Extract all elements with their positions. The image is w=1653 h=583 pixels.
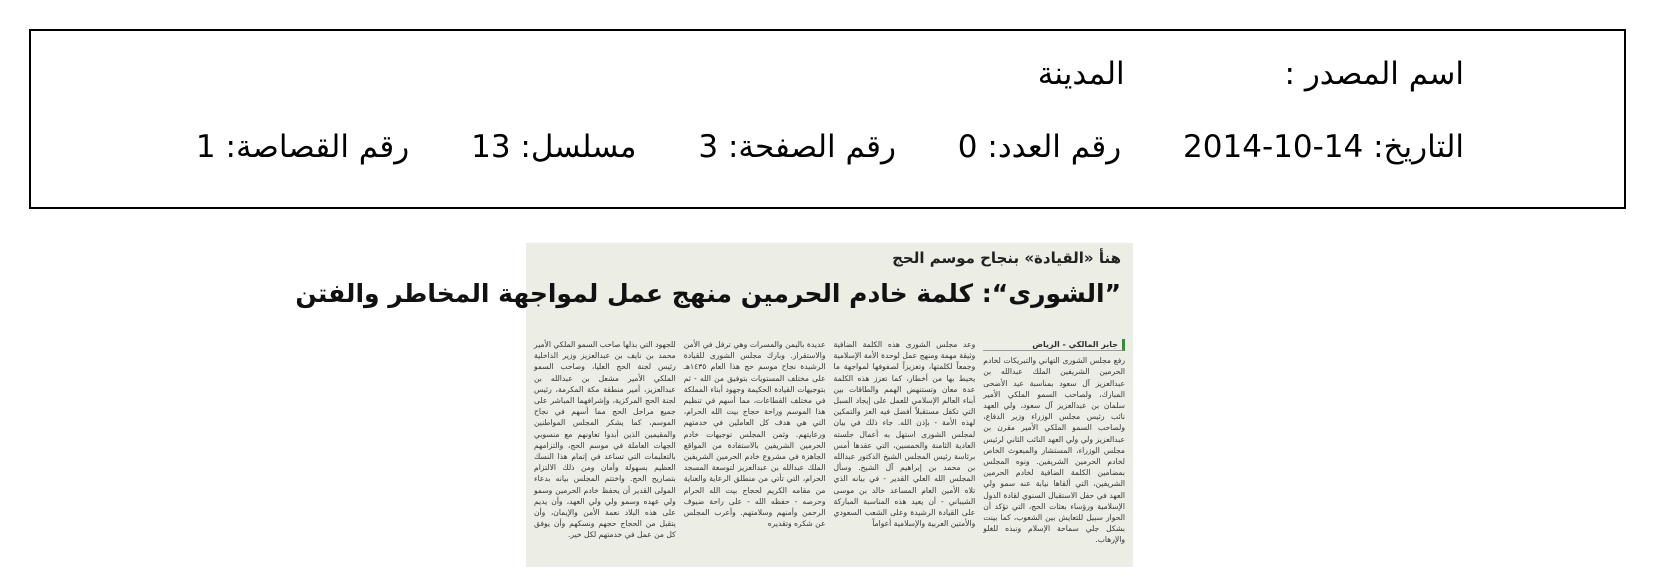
page-number-field: رقم الصفحة: 3 bbox=[698, 129, 896, 165]
article-column-4: للجهود التي بذلها صاحب السمو الملكي الأمير محمد بن نايف بن عبدالعزيز وزير الداخلية رئيس لجنة الحج العليا، وصاحب السمو الملكي الأمير مشعل بن عبدالله بن عبدالعزيز، أمير منطقة مكة المكرمة، رئيس لجنة الحج المركزية، وإشرافهما المباشر على جميع مراحل الحج مما أسهم في نجاح الموسم، كما يشكر المجلس المواطنين والمقيمين الذين أبدوا تعاونهم مع منسوبي الجهات العاملة في موسم الحج، والتزامهم بالتعليمات التي تساعد في إتمام هذا النسك العظيم بسهولة وأمان ومن ذلك الالتزام بتصاريح الحج. واختتم المجلس بيانه بدعاء المولى القدير أن يحفظ خادم الحرمين وسمو ولي عهده وسمو ولي ولي العهد، وأن يديم على هذه البلاد نعمة الأمن والإيمان، وأن يتقبل من الحجاج حجهم ونسكهم وأن يوفق كل من عمل في خدمتهم لكل خير. bbox=[534, 340, 676, 540]
article-column-1-text: رفع مجلس الشورى التهاني والتبريكات لخادم الحرمين الشريفين الملك عبدالله بن عبدالعزيز آل سعود بمناسبة عيد الأضحى المبارك، ولصاحب السمو الملكي الأمير سلمان بن عبدالعزيز آل سعود، ولي العهد نائب رئيس مجلس الوزراء وزير الدفاع، ولصاحب السمو الملكي الأمير مقرن بن عبدالعزيز ولي ولي العهد النائب الثاني لرئيس مجلس الوزراء، المستشار والمبعوث الخاص لخادم الحرمين الشريفين. ونوه المجلس بمضامين الكلمة الضافية لخادم الحرمين الشريفين، التي ألقاها نيابة عنه سمو ولي العهد في حفل الاستقبال السنوي لقادة الدول الإسلامية ورؤساء بعثات الحج، التي تؤكد أن الحوار سبيل للتعايش بين الشعوب، كما بينت بشكل جلي سماحة الإسلام ونبذه للغلو والإرهاب. bbox=[983, 356, 1125, 545]
article-column-2: وعد مجلس الشورى هذه الكلمة الضافية وثيقة مهمة ومنهج عمل لوحدة الأمة الإسلامية وجمعاً لكلمتها، وتعزيزاً لصفوفها لمواجهة ما يحيط بها من أخطار، كما تعزز هذه الكلمة عدة معان وتستنهض الهمم والطاقات بين أبناء العالم الإسلامي للعمل على إيجاد السبل التي تكفل مستقبلاً أفضل فيه العز والتمكين لهذه الأمة - بإذن الله. جاء ذلك في بيان لمجلس الشورى استهل به أعمال جلسته العادية الثامنة والخمسين، التي عقدها أمس برئاسة رئيس المجلس الشيخ الدكتور عبدالله بن محمد بن إبراهيم آل الشيخ. وسأل المجلس الله العلي القدير - في بيانه الذي تلاه الأمين العام المساعد خالد بن موسى الشيباني - أن يعيد هذه المناسبة المباركة على القيادة الرشيدة وعلى الشعب السعودي والأمتين العربية والإسلامية أعواماً bbox=[833, 340, 976, 529]
date-field: التاريخ: 14-10-2014 bbox=[1183, 129, 1464, 165]
article-byline: جابر المالكي - الرياض bbox=[983, 339, 1125, 351]
source-row bbox=[1038, 56, 1464, 92]
source-value: المدينة bbox=[1037, 56, 1125, 92]
source-label: اسم المصدر : bbox=[1284, 56, 1464, 92]
article-column-1 bbox=[983, 339, 1125, 561]
article-column-3: عديدة باليمن والمسرات وهي ترفل في الأمن والاستقرار. وبارك مجلس الشورى للقيادة الرشيدة نجاح موسم حج هذا العام ١٤٣٥هـ على مختلف المستويات بتوفيق من الله - ثم بتوجيهات القيادة الحكيمة وجهود أبناء المملكة في مختلف القطاعات، مما أسهم في تنظيم هذا الموسم وراحة حجاج بيت الله الحرام، التي هي هدف كل العاملين في خدمتهم ورعايتهم. وثمن المجلس توجيهات خادم الحرمين الشريفين بالاستفادة من المواقع الجاهزة في مشروع خادم الحرمين الشريفين الملك عبدالله بن عبدالعزيز لتوسعة المسجد الحرام، التي تأتي من منطلق الرعاية والعناية من مقامه الكريم لحجاج بيت الله الحرام وحرصه - حفظه الله - على راحة ضيوف الرحمن وأمنهم وسلامتهم. وأعرب المجلس عن شكره وتقديره bbox=[683, 340, 826, 529]
serial-field: مسلسل: 13 bbox=[471, 129, 637, 165]
article-columns bbox=[534, 339, 1125, 561]
issue-number-field: رقم العدد: 0 bbox=[957, 129, 1122, 165]
article-headline: ”الشورى“: كلمة خادم الحرمين منهج عمل لمواجهة المخاطر والفتن bbox=[295, 279, 1121, 308]
source-info-box bbox=[29, 29, 1626, 209]
article-kicker: هنأ «القيادة» بنجاح موسم الحج bbox=[892, 249, 1121, 267]
clipping-number-field: رقم القصاصة: 1 bbox=[195, 129, 410, 165]
details-row bbox=[196, 129, 1464, 165]
newspaper-clipping bbox=[295, 243, 1133, 567]
